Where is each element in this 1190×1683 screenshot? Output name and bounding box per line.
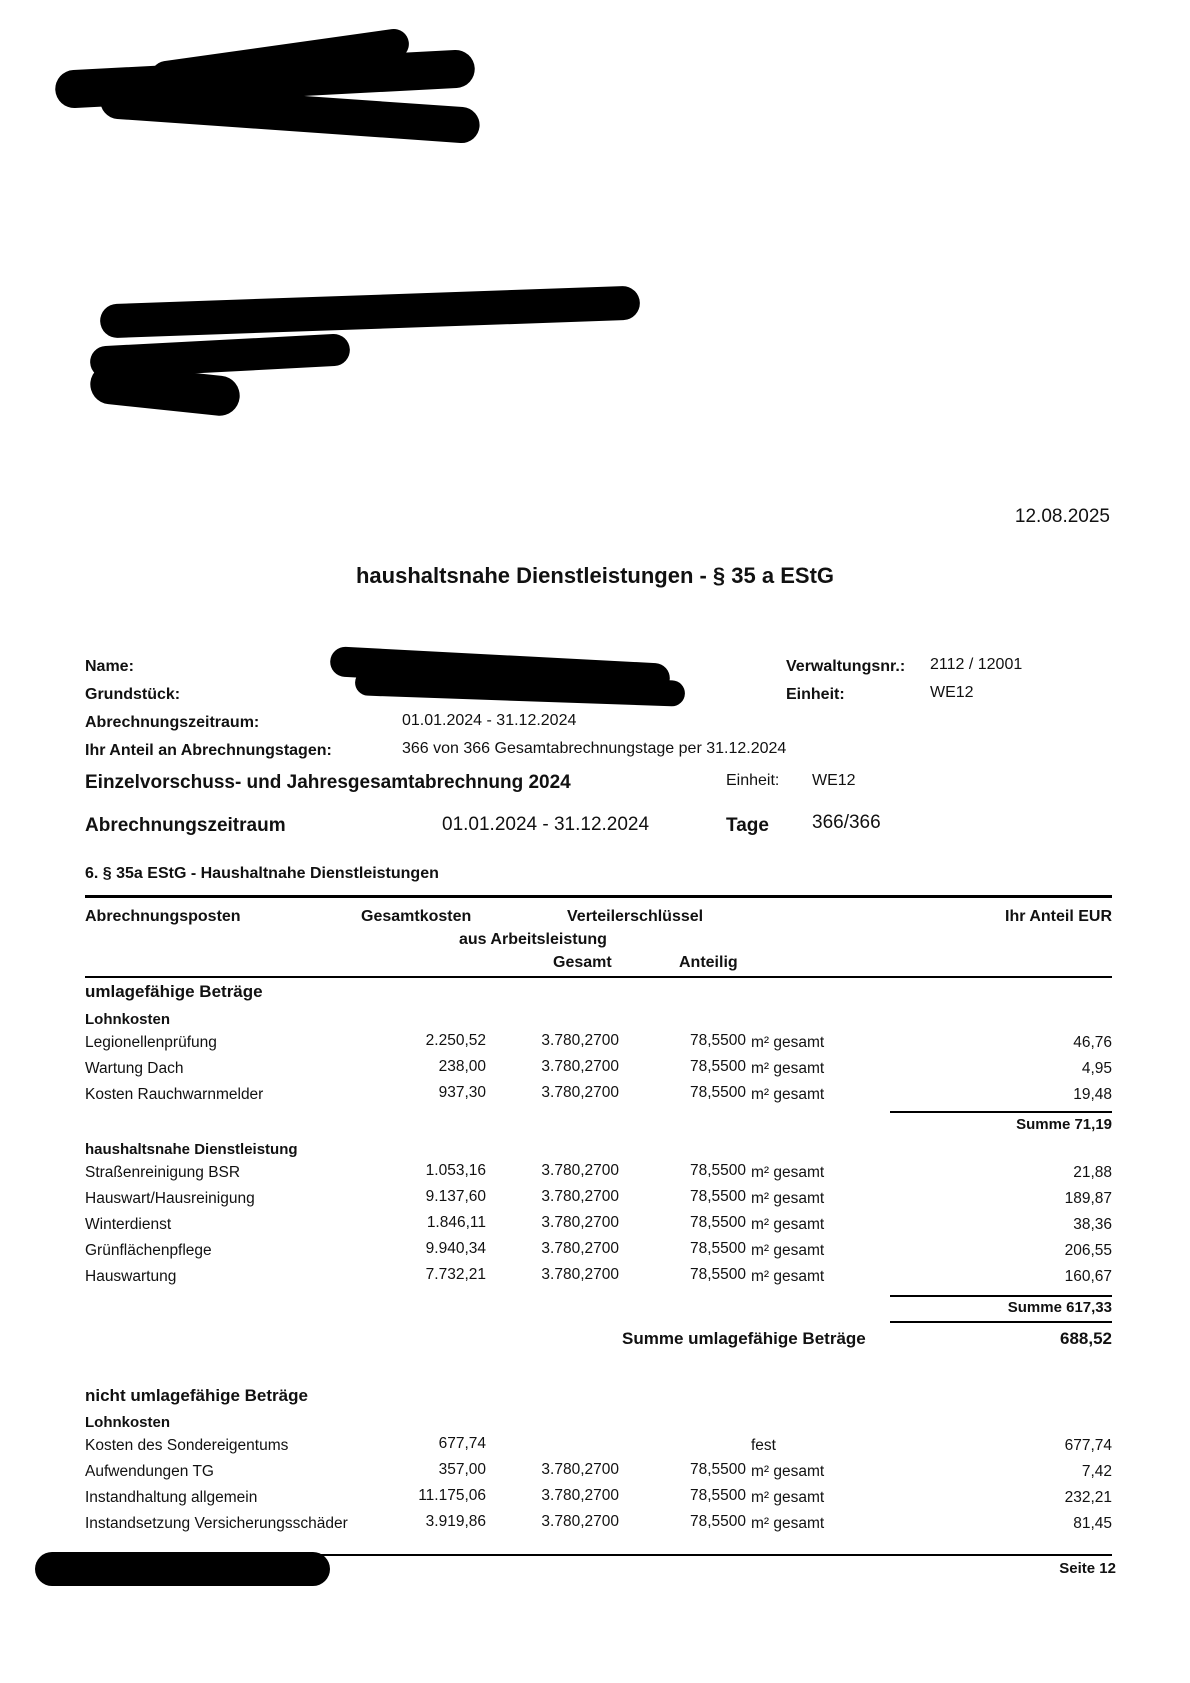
row-posten: Wartung Dach <box>85 1060 184 1077</box>
row-einheit: m² gesamt <box>751 1086 825 1103</box>
col-header-anteilig: Anteilig <box>679 954 738 971</box>
page-title: haushaltsnahe Dienstleistungen - § 35 a EStG <box>355 563 835 588</box>
row-schluessel-gesamt: 3.780,2700 <box>541 1032 619 1049</box>
col-header-gesamt: Gesamt <box>553 954 612 971</box>
redaction-address <box>100 286 641 339</box>
row-schluessel-anteilig: 78,5500 <box>689 1188 746 1205</box>
row-einheit: m² gesamt <box>751 1463 825 1480</box>
abrechnungszeitraum-value: 01.01.2024 - 31.12.2024 <box>402 712 577 729</box>
row-posten: Instandhaltung allgemein <box>85 1489 258 1506</box>
total-umlagefaehig-value: 688,52 <box>1060 1329 1112 1348</box>
grundstueck-label: Grundstück: <box>85 686 181 703</box>
row-ihr-anteil: 19,48 <box>1073 1086 1112 1103</box>
col-header-posten: Abrechnungsposten <box>85 908 241 925</box>
row-gesamtkosten: 11.175,06 <box>418 1487 486 1504</box>
col-header-gesamtkosten: Gesamtkosten <box>361 908 472 925</box>
row-ihr-anteil: 232,21 <box>1064 1489 1112 1506</box>
row-gesamtkosten: 357,00 <box>438 1461 486 1478</box>
row-posten: Grünflächenpflege <box>85 1242 212 1259</box>
summe-rule-lohnkosten <box>890 1111 1112 1113</box>
row-gesamtkosten: 7.732,21 <box>425 1266 486 1283</box>
row-gesamtkosten: 2.250,52 <box>425 1032 486 1049</box>
row-schluessel-gesamt: 3.780,2700 <box>541 1058 619 1075</box>
row-einheit: fest <box>751 1437 776 1454</box>
row-einheit: m² gesamt <box>751 1242 825 1259</box>
row-ihr-anteil: 81,45 <box>1073 1515 1112 1532</box>
total-rule <box>890 1321 1112 1323</box>
row-schluessel-anteilig: 78,5500 <box>689 1032 746 1049</box>
row-schluessel-anteilig: 78,5500 <box>689 1162 746 1179</box>
row-ihr-anteil: 206,55 <box>1064 1242 1112 1259</box>
abrechnung-zeitraum-value: 01.01.2024 - 31.12.2024 <box>442 814 650 835</box>
anteil-label: Ihr Anteil an Abrechnungstagen: <box>85 742 332 759</box>
row-ihr-anteil: 677,74 <box>1064 1437 1112 1454</box>
row-schluessel-anteilig: 78,5500 <box>689 1487 746 1504</box>
row-schluessel-anteilig: 78,5500 <box>689 1513 746 1530</box>
abrechnung-einheit-label: Einheit: <box>726 772 780 789</box>
tage-value: 366/366 <box>812 812 881 833</box>
group-label-dienstleistung: haushaltsnahe Dienstleistung <box>85 1141 298 1158</box>
header-rule <box>85 976 1112 978</box>
row-ihr-anteil: 38,36 <box>1073 1216 1112 1233</box>
row-ihr-anteil: 46,76 <box>1073 1034 1112 1051</box>
abrechnungszeitraum-label: Abrechnungszeitraum: <box>85 714 260 731</box>
document-date: 12.08.2025 <box>1014 506 1110 527</box>
summe-dienstleistung: Summe 617,33 <box>1007 1299 1112 1316</box>
row-schluessel-gesamt: 3.780,2700 <box>541 1461 619 1478</box>
row-gesamtkosten: 1.053,16 <box>425 1162 486 1179</box>
footer-rule <box>85 1554 1112 1556</box>
abrechnung-zeitraum-label: Abrechnungszeitraum <box>85 815 286 836</box>
row-einheit: m² gesamt <box>751 1216 825 1233</box>
row-gesamtkosten: 937,30 <box>438 1084 486 1101</box>
row-posten: Kosten des Sondereigentums <box>85 1437 289 1454</box>
row-posten: Aufwendungen TG <box>85 1463 214 1480</box>
row-gesamtkosten: 1.846,11 <box>426 1214 486 1231</box>
summe-lohnkosten: Summe 71,19 <box>1016 1116 1112 1133</box>
col-header-ihr-anteil: Ihr Anteil EUR <box>1005 908 1112 925</box>
row-einheit: m² gesamt <box>751 1060 825 1077</box>
verwaltungsnr-value: 2112 / 12001 <box>930 656 1023 673</box>
row-posten: Winterdienst <box>85 1216 172 1233</box>
tage-label: Tage <box>726 815 769 836</box>
row-posten: Hauswartung <box>85 1268 177 1285</box>
verwaltungsnr-label: Verwaltungsnr.: <box>786 658 906 675</box>
row-ihr-anteil: 160,67 <box>1064 1268 1112 1285</box>
umlagefaehig-heading: umlagefähige Beträge <box>85 982 263 1001</box>
row-posten: Legionellenprüfung <box>85 1034 217 1051</box>
row-schluessel-gesamt: 3.780,2700 <box>541 1240 619 1257</box>
row-gesamtkosten: 3.919,86 <box>425 1513 486 1530</box>
anteil-value: 366 von 366 Gesamtabrechnungstage per 31.12.2024 <box>402 740 787 757</box>
section-rule <box>85 895 1112 898</box>
total-umlagefaehig-label: Summe umlagefähige Beträge <box>622 1329 866 1348</box>
nicht-umlagefaehig-heading: nicht umlagefähige Beträge <box>85 1386 308 1405</box>
col-header-aus-arbeit: aus Arbeitsleistung <box>459 931 607 948</box>
row-posten: Kosten Rauchwarnmelder <box>85 1086 264 1103</box>
section-title: 6. § 35a EStG - Haushaltnahe Dienstleistungen <box>85 865 439 882</box>
einheit-label: Einheit: <box>786 686 845 703</box>
row-einheit: m² gesamt <box>751 1515 825 1532</box>
row-schluessel-gesamt: 3.780,2700 <box>541 1487 619 1504</box>
abrechnung-heading: Einzelvorschuss- und Jahresgesamtabrechnung 2024 <box>85 772 571 793</box>
row-einheit: m² gesamt <box>751 1268 825 1285</box>
redaction-footer <box>35 1552 330 1586</box>
row-schluessel-gesamt: 3.780,2700 <box>541 1084 619 1101</box>
row-schluessel-anteilig: 78,5500 <box>689 1084 746 1101</box>
row-gesamtkosten: 677,74 <box>438 1435 486 1452</box>
row-schluessel-anteilig: 78,5500 <box>689 1266 746 1283</box>
row-schluessel-anteilig: 78,5500 <box>689 1214 746 1231</box>
row-posten: Hauswart/Hausreinigung <box>85 1190 255 1207</box>
row-einheit: m² gesamt <box>751 1164 825 1181</box>
row-schluessel-gesamt: 3.780,2700 <box>541 1214 619 1231</box>
summe-rule-dienstleistung <box>890 1295 1112 1297</box>
row-schluessel-gesamt: 3.780,2700 <box>541 1188 619 1205</box>
row-einheit: m² gesamt <box>751 1489 825 1506</box>
einheit-value: WE12 <box>930 684 974 701</box>
row-ihr-anteil: 21,88 <box>1073 1164 1112 1181</box>
col-header-verteiler: Verteilerschlüssel <box>567 908 704 925</box>
name-label: Name: <box>85 658 134 675</box>
row-schluessel-gesamt: 3.780,2700 <box>541 1266 619 1283</box>
row-gesamtkosten: 9.940,34 <box>425 1240 486 1257</box>
row-schluessel-gesamt: 3.780,2700 <box>541 1162 619 1179</box>
row-ihr-anteil: 4,95 <box>1081 1060 1112 1077</box>
group-label-lohnkosten: Lohnkosten <box>85 1011 170 1028</box>
group-label-nicht-lohnkosten: Lohnkosten <box>85 1414 170 1431</box>
row-schluessel-anteilig: 78,5500 <box>689 1240 746 1257</box>
row-gesamtkosten: 9.137,60 <box>425 1188 486 1205</box>
row-einheit: m² gesamt <box>751 1190 825 1207</box>
row-einheit: m² gesamt <box>751 1034 825 1051</box>
page-number: Seite 12 <box>1059 1560 1116 1577</box>
row-posten: Instandsetzung Versicherungsschäder <box>85 1515 348 1532</box>
row-gesamtkosten: 238,00 <box>438 1058 486 1075</box>
row-ihr-anteil: 7,42 <box>1081 1463 1112 1480</box>
row-schluessel-gesamt: 3.780,2700 <box>541 1513 619 1530</box>
row-schluessel-anteilig: 78,5500 <box>689 1461 746 1478</box>
row-posten: Straßenreinigung BSR <box>85 1164 241 1181</box>
row-schluessel-anteilig: 78,5500 <box>689 1058 746 1075</box>
abrechnung-einheit-value: WE12 <box>812 772 856 789</box>
row-ihr-anteil: 189,87 <box>1064 1190 1112 1207</box>
